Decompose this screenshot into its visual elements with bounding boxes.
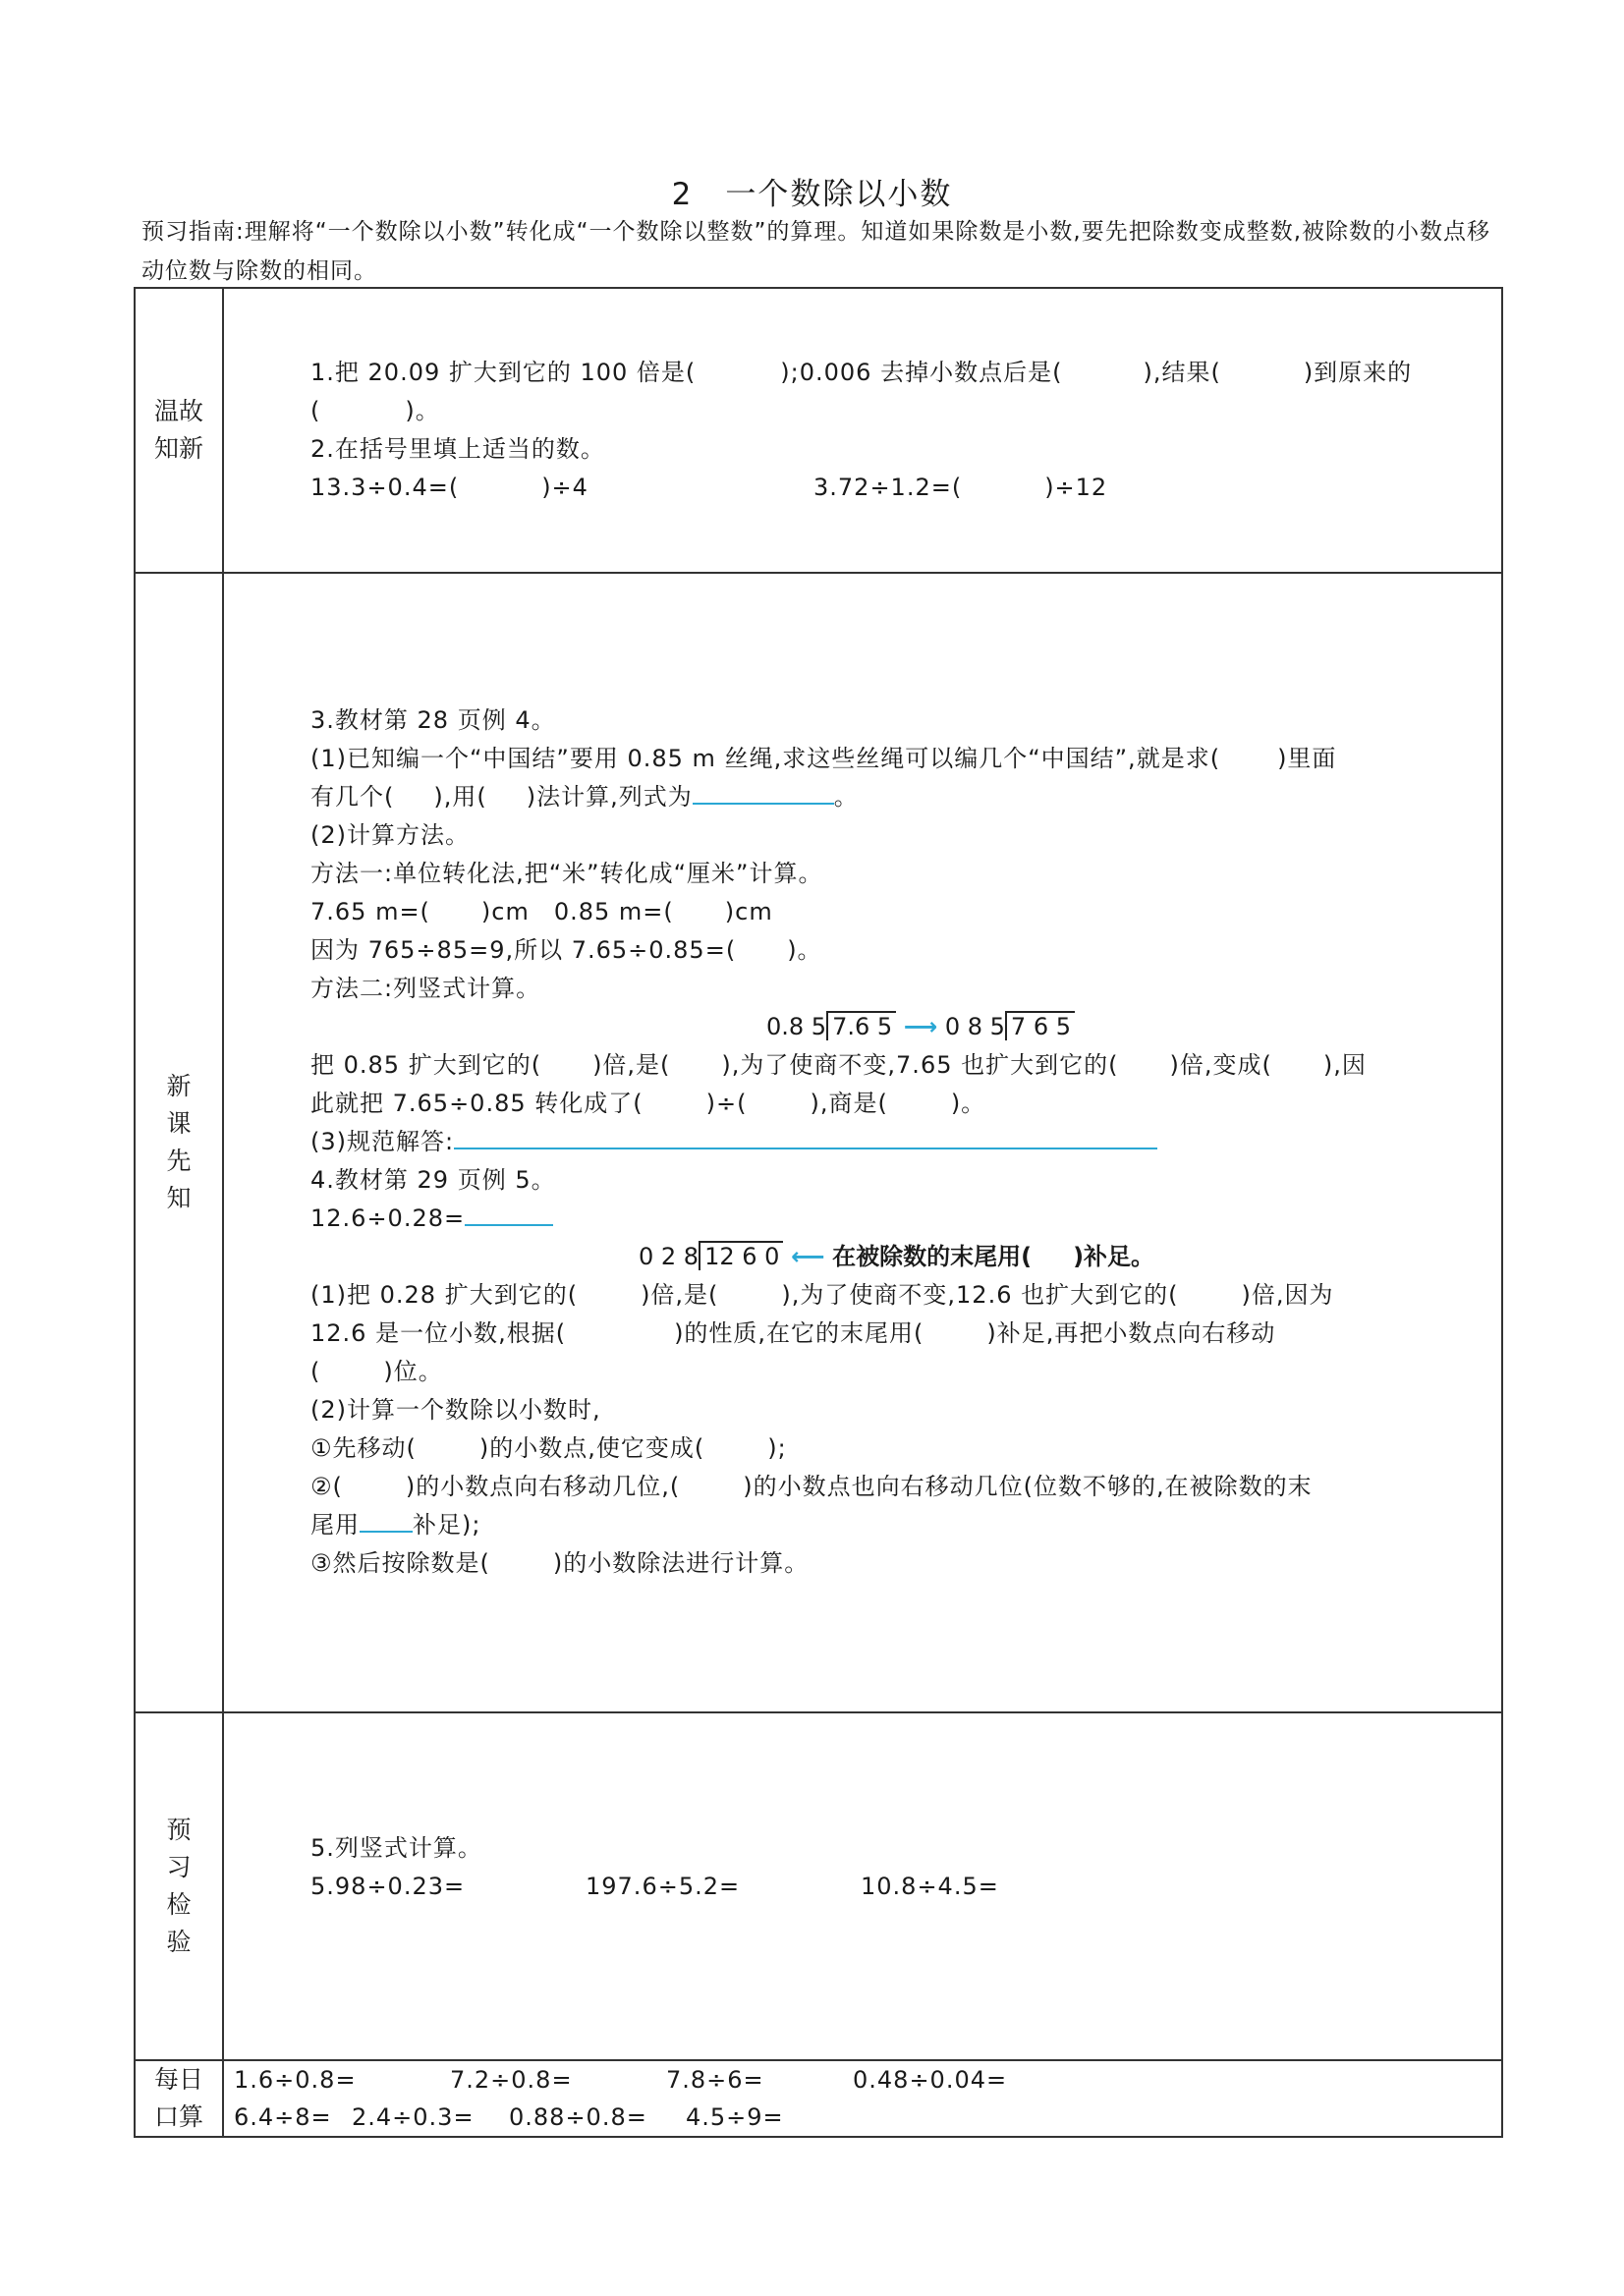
- question-5: 5.列竖式计算。: [310, 1834, 482, 1862]
- section-warm: 温故 知新 1.把 20.09 扩大到它的 100 倍是( );0.006 去掉小数点后是( ),结果( )到原来的 ( )。 2.在括号里填上适当的数。 13.3÷0.4=( )÷4 3.72÷1.2=( )÷12: [135, 288, 1502, 573]
- arrow-left-icon: ⟵: [791, 1243, 825, 1270]
- daily-row-1: 1.6÷0.8= 7.2÷0.8= 7.8÷6= 0.48÷0.04=: [234, 2066, 1008, 2094]
- question-2: 2.在括号里填上适当的数。: [310, 435, 605, 463]
- question-2-items: 13.3÷0.4=( )÷4 3.72÷1.2=( )÷12: [310, 474, 1108, 501]
- answer-line[interactable]: [693, 783, 834, 805]
- daily-row-2: 6.4÷8= 2.4÷0.3= 0.88÷0.8= 4.5÷9=: [234, 2103, 784, 2131]
- preview-guide: 预习指南:理解将“一个数除以小数”转化成“一个数除以整数”的算理。知道如果除数是小数,要先把除数变成整数,被除数的小数点移动位数与除数的相同。: [141, 219, 1491, 284]
- section-label-check: 预 习 检 验: [135, 1712, 223, 2060]
- question-4: 4.教材第 29 页例 5。: [310, 1166, 556, 1194]
- section-daily: [135, 2060, 1502, 2137]
- section-check: [135, 1712, 1502, 2060]
- section-label-daily: 每日 口算: [135, 2060, 223, 2137]
- answer-line[interactable]: [360, 1511, 413, 1533]
- section-new: 新 课 先 知 3.教材第 28 页例 4。 (1)已知编一个“中国结”要用 0.85 m 丝绳,求这些丝绳可以编几个“中国结”,就是求( )里面 有几个( ),用( )法计算,列式为 。 (2)计算方法。 方法一:单位转化法,把“米”转化成“厘米”计算。 7.65 m=( )cm 0.85 m=( )cm 因为 765÷85=9,所以 7.65÷0.85=( )。 方法二:列竖式计算。 0.8 5 7.6 5 ⟶ 0 8 5 7 6 5 把 0.85 扩大到它的( )倍,是( ),为了使商不变,7.65 也扩大到它的( )倍,变成( ),因 此就把 7.65÷0.85 转化成了( )÷( ),商是( )。 (3)规范解答: 4.教材第 29 页例 5。 12.6÷0.28= 0 2 8 12 6 0 ⟵ 在被除数的末尾用( )补足。 (1)把 0.28 扩大到它的( )倍,是( ),为了使商不变,12.6 也扩大到它的( )倍,因为 12.6 是一位小数,根据( )的性质,在它的末尾用( )补足,再把小数点向右移动 ( )位。 (2)计算一个数除以小数时, ①先移动( )的小数点,使它变成( ); ②( )的小数点向右移动几位,( )的小数点也向右移动几位(位数不够的,在被除数的末 尾用 补足); ③然后按除数是( )的小数除法进行计算。: [135, 573, 1502, 1712]
- question-1: 1.把 20.09 扩大到它的 100 倍是( );0.006 去掉小数点后是( ),结果( )到原来的: [310, 359, 1413, 386]
- long-division-example-1: 0.8 5 7.6 5 ⟶ 0 8 5 7 6 5: [310, 1008, 1501, 1046]
- question-3: 3.教材第 28 页例 4。: [310, 706, 556, 734]
- section-label-new: 新 课 先 知: [135, 573, 223, 1712]
- page-title: 2 一个数除以小数: [671, 177, 953, 212]
- long-division-example-2: 0 2 8 12 6 0 ⟵ 在被除数的末尾用( )补足。: [639, 1243, 1155, 1270]
- worksheet-table: [134, 287, 1503, 2138]
- question-5-items: 5.98÷0.23= 197.6÷5.2= 10.8÷4.5=: [310, 1873, 999, 1900]
- section-label-warm: 温故 知新: [135, 288, 223, 573]
- answer-line[interactable]: [465, 1204, 553, 1226]
- arrow-right-icon: ⟶: [903, 1013, 938, 1040]
- answer-line[interactable]: [454, 1128, 1157, 1149]
